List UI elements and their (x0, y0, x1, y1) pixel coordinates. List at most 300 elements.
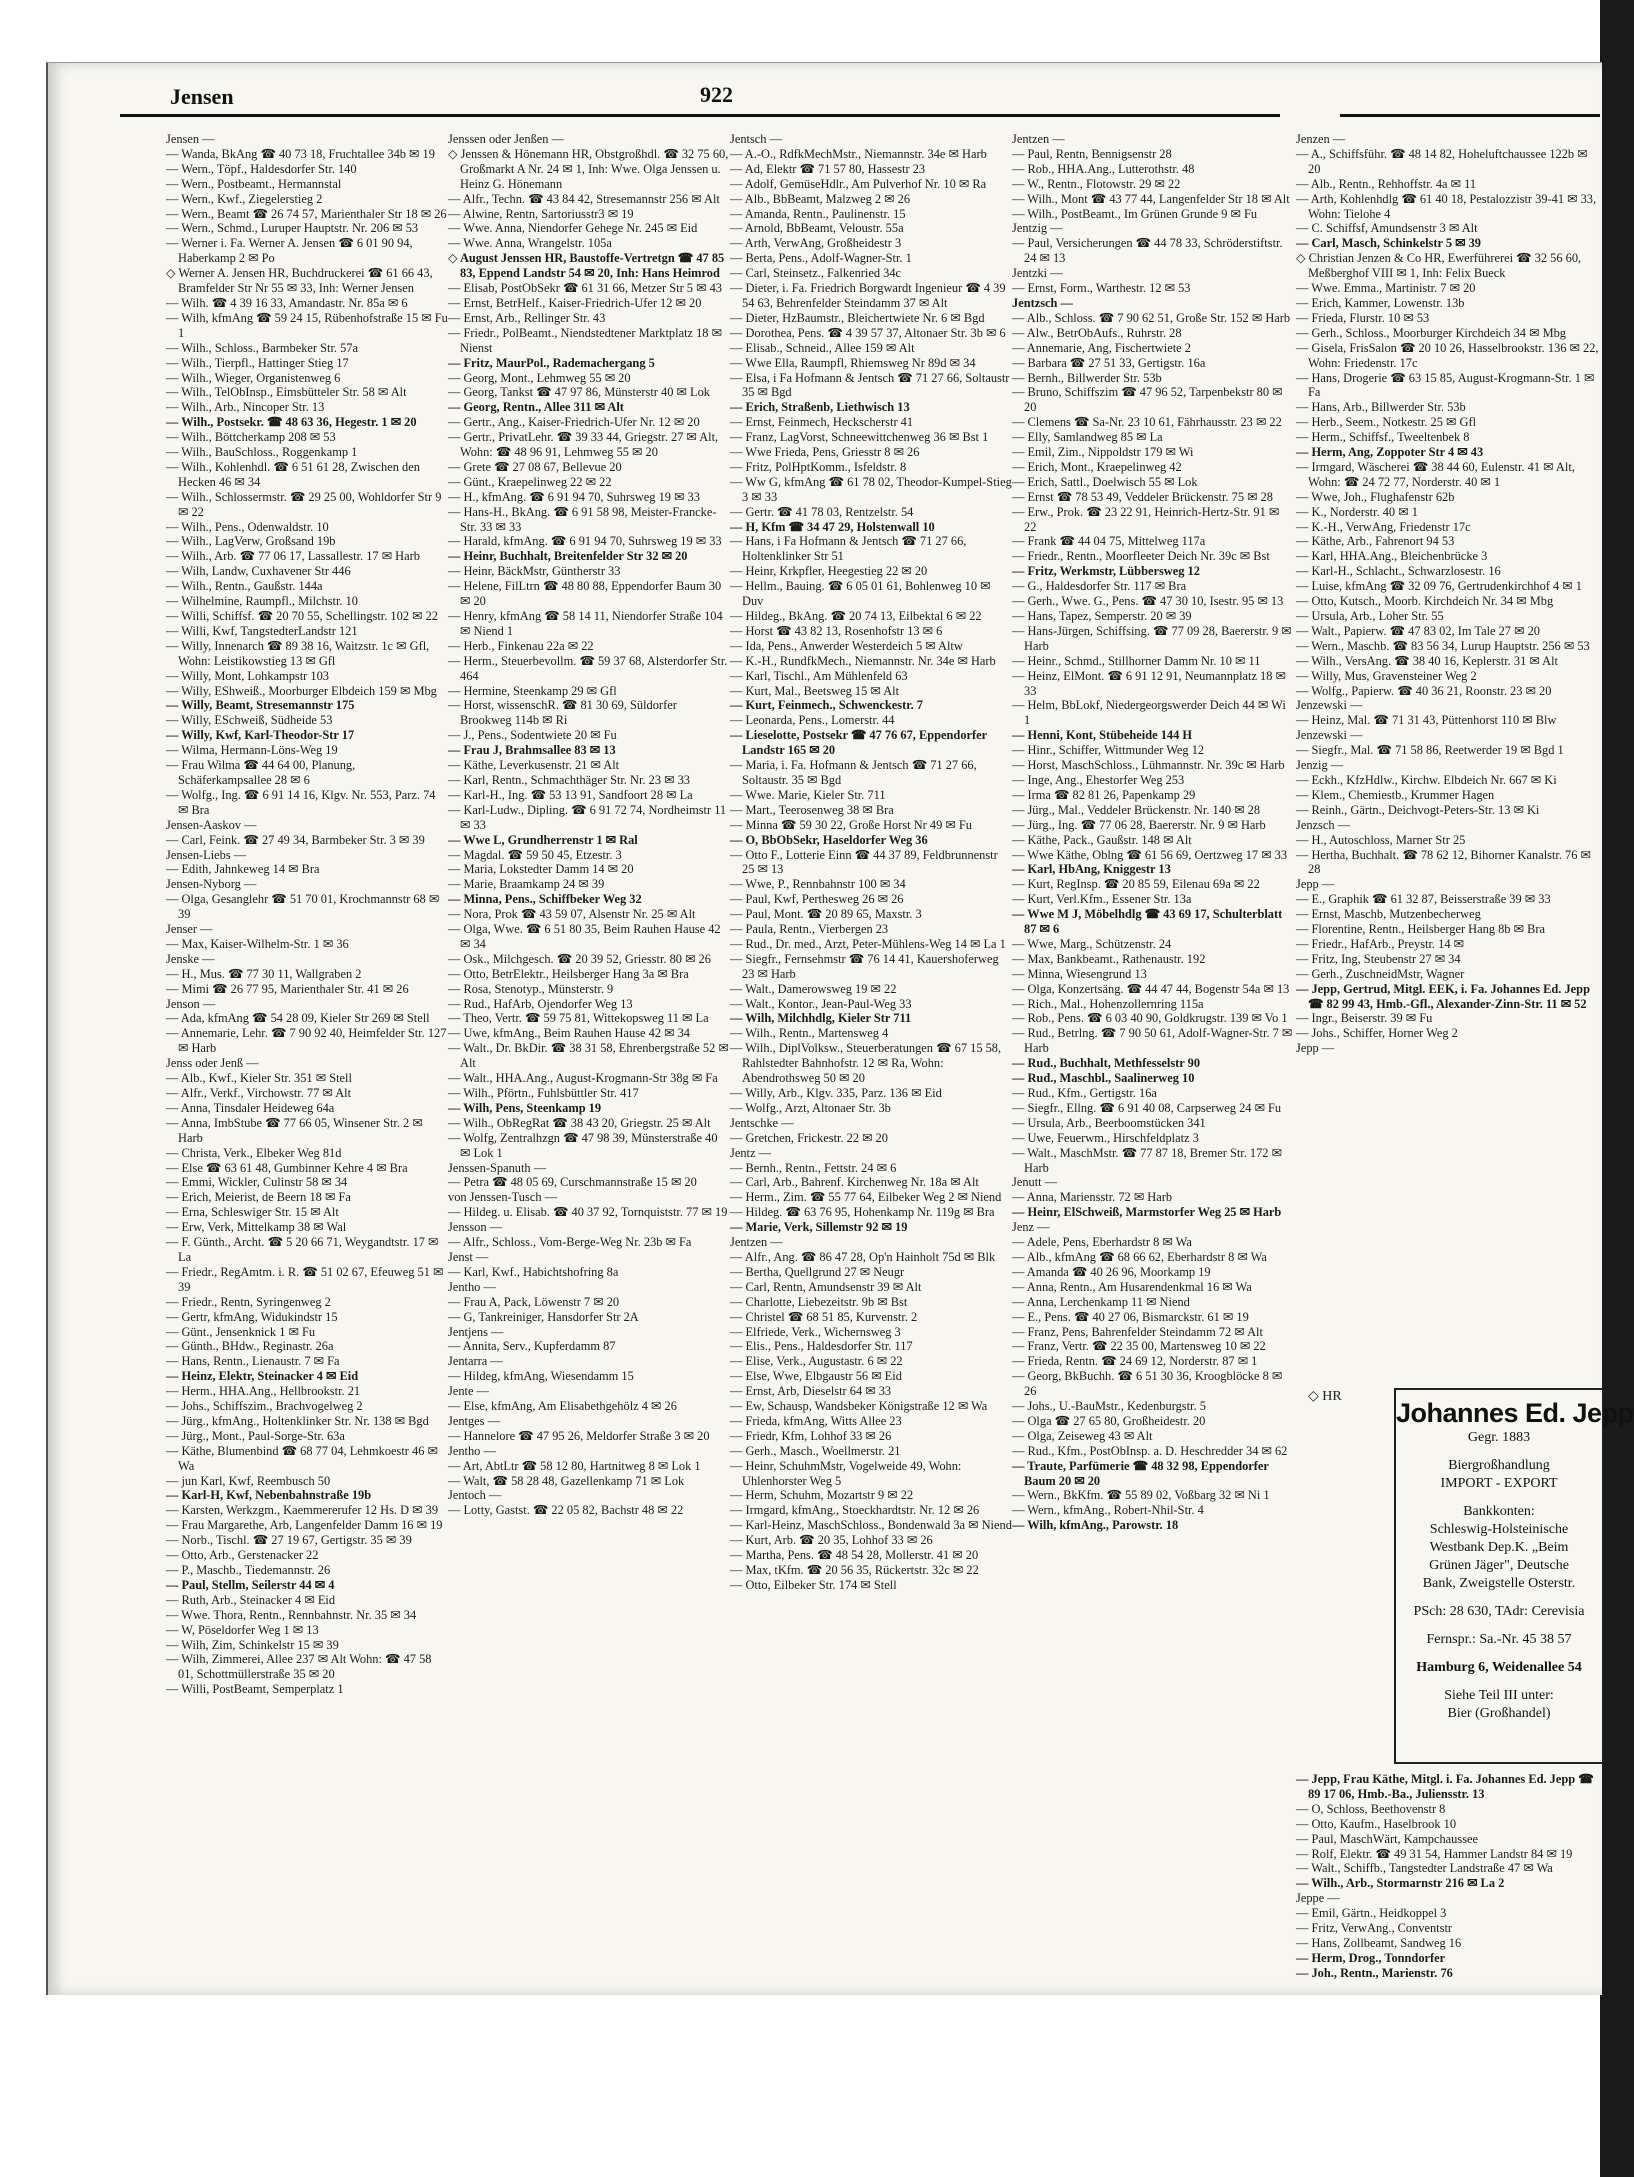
directory-entry: — Wern., Töpf., Haldesdorfer Str. 140 (166, 161, 357, 176)
directory-entry: — H., Mus. ☎ 77 30 11, Wallgraben 2 (166, 966, 362, 981)
ad-bank-heading: Bankkonten: (1463, 1504, 1535, 1519)
directory-entry: — Else, Wwe, Elbgaustr 56 ✉ Eid (730, 1369, 902, 1384)
directory-entry: — Wern., Beamt ☎ 26 74 57, Marienthaler Str 18 ✉ 26 (166, 206, 447, 221)
directory-entry: — Hildeg. u. Elisab. ☎ 40 37 92, Tornquiststr. 77 ✉ 19 (448, 1205, 728, 1220)
directory-entry: — Frieda, Rentn. ☎ 24 69 12, Norderstr. 87 ✉ 1 (1012, 1354, 1258, 1369)
directory-entry: — Karsten, Werkzgm., Kaemmererufer 12 Hs. D ✉ 39 (166, 1503, 439, 1518)
directory-entry: — Paul, Stellm, Seilerstr 44 ✉ 4 (166, 1577, 335, 1592)
directory-entry: — Erw., Prok. ☎ 23 22 91, Heinrich-Hertz-Str. 91 ✉ 22 (1012, 504, 1280, 534)
directory-entry: — Jepp, Gertrud, Mitgl. EEK, i. Fa. Johannes Ed. Jepp ☎ 82 99 43, Hmb.-Gfl., Alexander-Zinn-Str. 11 ✉ 52 (1296, 981, 1590, 1011)
directory-entry: — Karl-H., Schlacht., Schwarzlosestr. 16 (1296, 564, 1501, 579)
directory-entry: — Wilh, kfmAng., Parowstr. 18 (1012, 1518, 1179, 1533)
directory-entry: — Ernst, Arb, Dieselstr 64 ✉ 33 (730, 1384, 892, 1399)
directory-entry: — Horst, wissenschR. ☎ 81 30 69, Süldorfer Brookweg 114b ✉ Ri (448, 698, 677, 728)
directory-entry: — Erich, Kammer, Lowenstr. 13b (1296, 295, 1465, 310)
directory-entry: — Wanda, BkAng ☎ 40 73 18, Fruchtallee 34b ✉ 19 (166, 146, 435, 161)
directory-entry: — Otto, Kutsch., Moorb. Kirchdeich Nr. 34 ✉ Mbg (1296, 594, 1554, 609)
directory-entry: — Karl-Heinz, MaschSchloss., Bondenwald 3a ✉ Niend (730, 1518, 1012, 1533)
directory-entry: — Amanda, Rentn., Paulinenstr. 15 (730, 206, 906, 221)
directory-entry: Jenssen oder Jenßen — (448, 132, 564, 146)
ad-trade-2: IMPORT - EXPORT (1440, 1476, 1558, 1491)
directory-entry: — Wilh. ☎ 4 39 16 33, Amandastr. Nr. 85a ✉ 6 (166, 295, 408, 310)
directory-entry: — Käthe, Leverkusenstr. 21 ✉ Alt (448, 758, 620, 773)
directory-entry: Jentschke — (730, 1115, 794, 1130)
directory-entry: — Ad, Elektr ☎ 71 57 80, Hassestr 23 (730, 161, 926, 176)
directory-entry: — Jürg., Ing. ☎ 77 06 28, Baererstr. Nr. 9 ✉ Harb (1012, 817, 1266, 832)
directory-entry: — Wwe. Thora, Rentn., Rennbahnstr. Nr. 35 ✉ 34 (166, 1607, 417, 1622)
directory-entry: — Willy, Kwf, Karl-Theodor-Str 17 (166, 728, 355, 743)
directory-entry: — K.-H., VerwAng, Friedenstr 17c (1296, 519, 1471, 534)
directory-entry: — Alfr., Ang. ☎ 86 47 28, Op'n Hainholt 75d ✉ Blk (730, 1249, 996, 1264)
directory-entry: Jentzki — (1012, 266, 1063, 281)
directory-entry: — Karl-H., Ing. ☎ 53 13 91, Sandfoort 28 ✉ La (448, 787, 693, 802)
ad-bank-line: Grünen Jäger", Deutsche (1429, 1558, 1569, 1573)
directory-entry: Jente — (448, 1384, 489, 1399)
directory-entry: — Wilh, Milchhdlg, Kieler Str 711 (730, 1011, 912, 1026)
directory-entry: — Elis., Pens., Haldesdorfer Str. 117 (730, 1339, 913, 1354)
directory-entry: — Wern., Postbeamt., Hermannstal (166, 176, 342, 191)
directory-entry: — Wwe, Joh., Flughafenstr 62b (1296, 489, 1455, 504)
directory-entry: — Rob., HHA.Ang., Lutterothstr. 48 (1012, 161, 1195, 176)
directory-entry: — Wwe Ella, Raumpfl, Rhiemsweg Nr 89d ✉ 34 (730, 355, 976, 370)
directory-entry: — Amanda ☎ 40 26 96, Moorkamp 19 (1012, 1264, 1211, 1279)
directory-entry: — Anna, Mariensstr. 72 ✉ Harb (1012, 1190, 1173, 1205)
directory-entry: — Olga, Wwe. ☎ 6 51 80 35, Beim Rauhen Hause 42 ✉ 34 (448, 922, 721, 951)
directory-entry: — Karl-Ludw., Dipling. ☎ 6 91 72 74, Nordheimstr 11 ✉ 33 (448, 802, 727, 832)
directory-entry: Jenss oder Jenß — (166, 1056, 259, 1071)
directory-entry: — Wolfg., Papierw. ☎ 40 36 21, Roonstr. 23 ✉ 20 (1296, 683, 1552, 698)
directory-entry: — Wolfg., Ing. ☎ 6 91 14 16, Klgv. Nr. 553, Parz. 74 ✉ Bra (166, 787, 436, 817)
directory-entry: — Erich, Sattl., Doelwisch 55 ✉ Lok (1012, 474, 1198, 489)
directory-entry: — Erna, Schleswiger Str. 15 ✉ Alt (166, 1205, 339, 1220)
directory-entry: — Käthe, Blumenbind ☎ 68 77 04, Lehmkoestr 46 ✉ Wa (166, 1443, 438, 1473)
directory-entry: — Alb., Schloss. ☎ 7 90 62 51, Große Str. 152 ✉ Harb (1012, 310, 1291, 325)
directory-entry: — Inge, Ang., Ehestorfer Weg 253 (1012, 772, 1185, 787)
directory-entry: — Marie, Verk, Sillemstr 92 ✉ 19 (730, 1220, 908, 1235)
directory-entry: — Minna, Wiesengrund 13 (1012, 966, 1147, 981)
directory-entry: — Fritz, MaurPol., Rademachergang 5 (448, 355, 655, 370)
directory-entry: — Mimi ☎ 26 77 95, Marienthaler Str. 41 ✉ 26 (166, 981, 409, 996)
directory-entry: — Ww G, kfmAng ☎ 61 78 02, Theodor-Kumpel-Stieg 3 ✉ 33 (730, 474, 1012, 504)
ad-address: Hamburg 6, Weidenallee 54 (1416, 1660, 1582, 1675)
directory-entry: — Gerh., ZuschneidMstr, Wagner (1296, 966, 1465, 981)
directory-entry: — Wilh., Böttcherkamp 208 ✉ 53 (166, 430, 336, 445)
directory-entry: — Kurt, Arb. ☎ 20 35, Lohhof 33 ✉ 26 (730, 1533, 933, 1548)
directory-entry: — Elisab., Schneid., Allee 159 ✉ Alt (730, 340, 915, 355)
directory-entry: — Emil, Gärtn., Heidkoppel 3 (1296, 1906, 1447, 1921)
directory-entry: — Friedr., Rentn., Moorfleeter Deich Nr. 39c ✉ Bst (1012, 549, 1270, 564)
directory-entry: — Hans, Rentn., Lienaustr. 7 ✉ Fa (166, 1354, 340, 1369)
directory-entry: — Herm., Schiffsf., Tweeltenbek 8 (1296, 430, 1470, 445)
directory-entry: — Karl, Rentn., Schmachthäger Str. Nr. 23 ✉ 33 (448, 772, 690, 787)
directory-entry: — Ernst, Arb., Rellinger Str. 43 (448, 310, 606, 325)
directory-entry: — Lieselotte, Postsekr ☎ 47 76 67, Eppendorfer Landstr 165 ✉ 20 (730, 728, 987, 758)
directory-entry: — Johs., U.-BauMstr., Kedenburgstr. 5 (1012, 1399, 1206, 1414)
directory-entry: — Hans, Drogerie ☎ 63 15 85, August-Krogmann-Str. 1 ✉ Fa (1296, 370, 1595, 400)
directory-entry: — Rud., Buchhalt, Methfesselstr 90 (1012, 1056, 1201, 1071)
directory-entry: — Karl, Tischl., Am Mühlenfeld 63 (730, 668, 908, 683)
directory-entry: — Osk., Milchgesch. ☎ 20 39 52, Griesstr. 80 ✉ 26 (448, 951, 711, 966)
directory-entry: Jenzewski — (1296, 728, 1363, 743)
directory-entry: — H., Autoschloss, Marner Str 25 (1296, 832, 1466, 847)
column-5-continued (1296, 1772, 1600, 1980)
column-2 (448, 132, 730, 1967)
directory-entry: Jensen-Nyborg — (166, 877, 257, 892)
directory-entry: — Frau Wilma ☎ 44 64 00, Planung, Schäferkampsallee 28 ✉ 6 (166, 758, 356, 787)
directory-entry: Jensen — (166, 132, 215, 146)
directory-entry: — Helm, BbLokf, Niedergeorgswerder Deich 44 ✉ Wi 1 (1012, 698, 1286, 728)
directory-entry: — Heinr, Buchhalt, Breitenfelder Str 32 ✉ 20 (448, 549, 688, 564)
ad-bank-line: Bank, Zweigstelle Osterstr. (1422, 1576, 1576, 1591)
page-number: 922 (700, 82, 733, 107)
directory-entry: — Frau J, Brahmsallee 83 ✉ 13 (448, 743, 616, 758)
directory-entry: — Anna, Rentn., Am Husarendenkmal 16 ✉ Wa (1012, 1279, 1252, 1294)
directory-entry: — Ernst, BetrHelf., Kaiser-Friedrich-Ufer 12 ✉ 20 (448, 295, 702, 310)
directory-entry: — Elise, Verk., Augustastr. 6 ✉ 22 (730, 1354, 903, 1369)
directory-entry: — Wilh, Landw, Cuxhavener Str 446 (166, 564, 351, 579)
directory-entry: — Erich, Straßenb, Liethwisch 13 (730, 400, 910, 415)
directory-entry: — Siegfr., Mal. ☎ 71 58 86, Reetwerder 19 ✉ Bgd 1 (1296, 743, 1564, 758)
directory-entry: — Otto, Arb., Gerstenacker 22 (166, 1548, 319, 1563)
ad-phone: Fernspr.: Sa.-Nr. 45 38 57 (1426, 1632, 1572, 1647)
directory-entry: Jenzig — (1296, 758, 1344, 773)
directory-entry: — Herm., HHA.Ang., Hellbrookstr. 21 (166, 1384, 361, 1399)
directory-entry: — Hildeg., BkAng. ☎ 20 74 13, Eilbektal 6 ✉ 22 (730, 609, 982, 623)
directory-entry: — Georg, Mont., Lehmweg 55 ✉ 20 (448, 370, 631, 385)
directory-entry: — Heinr, BäckMstr, Güntherstr 33 (448, 564, 621, 579)
directory-entry: — Grete ☎ 27 08 67, Bellevue 20 (448, 459, 622, 474)
directory-entry: — Horst ☎ 43 82 13, Rosenhofstr 13 ✉ 6 (730, 623, 943, 638)
directory-entry: — Wilh., VersAng. ☎ 38 40 16, Keplerstr. 31 ✉ Alt (1296, 653, 1558, 668)
ad-psch: PSch: 28 630, TAdr: Cerevisia (1413, 1604, 1585, 1619)
directory-entry: — Reinh., Gärtn., Deichvogt-Peters-Str. 13 ✉ Ki (1296, 802, 1540, 817)
directory-entry: — Olga, Zeiseweg 43 ✉ Alt (1012, 1428, 1153, 1443)
directory-entry: — Wilh, Zimmerei, Allee 237 ✉ Alt Wohn: ☎ 47 58 01, Schottmüllerstraße 35 ✉ 20 (166, 1652, 432, 1682)
directory-entry: — H., kfmAng. ☎ 6 91 94 70, Suhrsweg 19 ✉ 33 (448, 489, 700, 504)
directory-entry: — Joh., Rentn., Marienstr. 76 (1296, 1965, 1453, 1980)
directory-entry: — Rud., Maschbl., Saalinerweg 10 (1012, 1071, 1195, 1086)
directory-entry: — Mart., Teerosenweg 38 ✉ Bra (730, 802, 894, 817)
directory-entry: — G., Haldesdorfer Str. 117 ✉ Bra (1012, 579, 1187, 594)
directory-entry: — Karl, Kwf., Habichtshofring 8a (448, 1264, 619, 1279)
directory-entry: — Klem., Chemiestb., Krummer Hagen (1296, 787, 1495, 802)
directory-entry: — Berta, Pens., Adolf-Wagner-Str. 1 (730, 251, 912, 266)
directory-entry: — Maria, i. Fa. Hofmann & Jentsch ☎ 71 27 66, Soltaustr. 35 ✉ Bgd (730, 758, 977, 787)
directory-entry: Jenz — (1012, 1220, 1050, 1235)
directory-entry: — Jürg., kfmAng., Holtenklinker Str. Nr. 138 ✉ Bgd (166, 1413, 429, 1428)
directory-entry: — Franz, LagVorst, Schneewittchenweg 36 ✉ Bst 1 (730, 430, 989, 445)
directory-entry: — Günt., Kraepelinweg 22 ✉ 22 (448, 474, 612, 489)
directory-entry: — Max, tKfm. ☎ 20 56 35, Rückertstr. 32c ✉ 22 (730, 1563, 979, 1577)
directory-entry: — Wwe. Anna, Niendorfer Gehege Nr. 245 ✉ Eid (448, 221, 698, 236)
directory-entry: — Willy, Mont, Lohkampstr 103 (166, 668, 329, 683)
directory-entry: — Walt, ☎ 58 28 48, Gazellenkamp 71 ✉ Lok (448, 1473, 685, 1488)
directory-entry: — Jürg., Mont., Paul-Sorge-Str. 63a (166, 1428, 345, 1443)
directory-entry: — Jürg., Mal., Veddeler Brückenstr. Nr. 140 ✉ 28 (1012, 802, 1261, 817)
directory-entry: — Uwe, Feuerwm., Hirschfeldplatz 3 (1012, 1130, 1199, 1145)
directory-entry: — Kurt, Verl.Kfm., Essener Str. 13a (1012, 892, 1192, 907)
firm-marker: ◇ HR (1308, 1389, 1342, 1404)
directory-entry: — Else, kfmAng, Am Elisabethgehölz 4 ✉ 26 (448, 1399, 677, 1414)
directory-entry: — Luise, kfmAng ☎ 32 09 76, Gertrudenkirchhof 4 ✉ 1 (1296, 579, 1582, 594)
directory-entry: — Irmgard, Wäscherei ☎ 38 44 60, Eulenstr. 41 ✉ Alt, Wohn: ☎ 24 72 77, Norderstr. 40 ✉ 1 (1296, 459, 1575, 489)
directory-entry: Jentzen — (730, 1235, 783, 1250)
directory-entry: — Horst, MaschSchloss., Lühmannstr. Nr. 39c ✉ Harb (1012, 758, 1285, 773)
directory-entry: — Elsa, i Fa Hofmann & Jentsch ☎ 71 27 66, Soltaustr 35 ✉ Bgd (730, 370, 1010, 400)
column-5 (1296, 132, 1600, 1382)
directory-entry: — Elisab, PostObSekr ☎ 61 31 66, Metzer Str 5 ✉ 43 (448, 281, 722, 296)
directory-entry: — Eckh., KfzHdlw., Kirchw. Elbdeich Nr. 667 ✉ Ki (1296, 772, 1557, 787)
directory-entry: Jentjens — (448, 1324, 504, 1339)
directory-entry: — Hans-Jürgen, Schiffsing. ☎ 77 09 28, Baererstr. 9 ✉ Harb (1012, 623, 1292, 653)
directory-entry: — Herm., Zim. ☎ 55 77 64, Eilbeker Weg 2 ✉ Niend (730, 1190, 1002, 1205)
directory-entry: — Carl, Rentn, Amundsenstr 39 ✉ Alt (730, 1279, 922, 1294)
directory-entry: — Herm, Ang, Zoppoter Str 4 ✉ 43 (1296, 445, 1484, 460)
directory-entry: — Anna, ImbStube ☎ 77 66 05, Winsener Str. 2 ✉ Harb (166, 1115, 423, 1145)
directory-entry: — Annita, Serv., Kupferdamm 87 (448, 1339, 616, 1354)
directory-entry: — Walt., Dr. BkDir. ☎ 38 31 58, Ehrenbergstraße 52 ✉ Alt (448, 1041, 729, 1071)
directory-entry: — Martha, Pens. ☎ 48 54 28, Mollerstr. 41 ✉ 20 (730, 1548, 979, 1563)
directory-entry: — Ruth, Arb., Steinacker 4 ✉ Eid (166, 1592, 336, 1607)
directory-entry: Jenson — (166, 996, 216, 1011)
directory-entry: — Wilh., Schloss., Barmbeker Str. 57a (166, 340, 358, 355)
directory-entry: — Karl, HbAng, Kniggestr 13 (1012, 862, 1171, 877)
directory-entry: — Walt., Papierw. ☎ 47 83 02, Im Tale 27 ✉ 20 (1296, 623, 1540, 638)
directory-entry: — Charlotte, Liebezeitstr. 9b ✉ Bst (730, 1294, 908, 1309)
directory-entry: — Gertr., PrivatLehr. ☎ 39 33 44, Griegstr. 27 ✉ Alt, Wohn: ☎ 48 96 91, Lehmweg 55 ✉ 20 (448, 430, 719, 460)
directory-entry: Jentzsch — (1012, 295, 1073, 310)
directory-entry: — Käthe, Arb., Fahrenort 94 53 (1296, 534, 1455, 549)
directory-entry: — Olga ☎ 27 65 80, Großheidestr. 20 (1012, 1413, 1206, 1428)
directory-entry: — Gretchen, Frickestr. 22 ✉ 20 (730, 1130, 889, 1145)
directory-entry: — Johs., Schiffszim., Brachvogelweg 2 (166, 1399, 363, 1414)
directory-entry: — Friedr., Rentn, Syringenweg 2 (166, 1294, 331, 1309)
ad-founded: Gegr. 1883 (1467, 1430, 1531, 1445)
directory-entry: — Gisela, FrisSalon ☎ 20 10 26, Hasselbrookstr. 136 ✉ 22, Wohn: Friedenstr. 17c (1296, 340, 1599, 370)
directory-entry: — Erw, Verk, Mittelkamp 38 ✉ Wal (166, 1220, 347, 1235)
directory-entry: — Herm., Steuerbevollm. ☎ 59 37 68, Alsterdorfer Str. 464 (448, 653, 728, 683)
directory-entry: — Wern., Maschb. ☎ 83 56 34, Lurup Hauptstr. 256 ✉ 53 (1296, 638, 1590, 653)
directory-entry: — Heinr, SchuhmMstr, Vogelweide 49, Wohn: Uhlenhorster Weg 5 (730, 1458, 962, 1488)
directory-entry: — Max, Kaiser-Wilhelm-Str. 1 ✉ 36 (166, 936, 349, 951)
directory-entry: — Gertr. ☎ 41 78 03, Rentzelstr. 54 (730, 504, 914, 519)
directory-entry: Jentho — (448, 1279, 496, 1294)
directory-entry: Jentsch — (730, 132, 782, 146)
directory-entry: — Wilh., Arb., Nincoper Str. 13 (166, 400, 325, 415)
directory-entry: Jentarra — (448, 1354, 503, 1369)
directory-entry: — Wilh., Pens., Odenwaldstr. 10 (166, 519, 329, 534)
directory-entry: — Olga, Gesanglehr ☎ 51 70 01, Krochmannstr 68 ✉ 39 (166, 892, 440, 922)
directory-entry: — Paula, Rentn., Vierbergen 23 (730, 922, 889, 937)
directory-entry: Jentzen — (1012, 132, 1065, 146)
directory-entry: — Wilh., DiplVolksw., Steuerberatungen ☎ 67 15 58, Rahlstedter Bahnhofstr. 12 ✉ Ra, Wohn: Abendrothsweg 50 ✉ 20 (730, 1041, 1002, 1086)
ad-trade: Biergroßhandlung (1448, 1458, 1550, 1473)
directory-entry: Jentho — (448, 1443, 496, 1458)
directory-entry: — Gertr, kfmAng, Widukindstr 15 (166, 1309, 338, 1324)
directory-entry: — Fritz, PolHptKomm., Isfeldstr. 8 (730, 459, 907, 474)
directory-entry: — Willy, Innenarch ☎ 89 38 16, Waitzstr. 1c ✉ Gfl, Wohn: Leistikowstieg 13 ✉ Gfl (166, 638, 430, 668)
directory-entry: — Kurt, Mal., Beetsweg 15 ✉ Alt (730, 683, 900, 698)
directory-entry: Jensen-Aaskov — (166, 817, 257, 832)
directory-entry: — Rud., Kfm., PostObInsp. a. D. Heschredder 34 ✉ 62 (1012, 1443, 1288, 1458)
directory-entry: — K.-H., RundfkMech., Niemannstr. Nr. 34e ✉ Harb (730, 653, 996, 668)
directory-entry: — Anna, Tinsdaler Heideweg 64a (166, 1100, 335, 1115)
directory-entry: — Wilh., Arb., Stormarnstr 216 ✉ La 2 (1296, 1876, 1505, 1891)
directory-entry: — Barbara ☎ 27 51 33, Gertigstr. 16a (1012, 355, 1206, 370)
directory-entry: — H, Kfm ☎ 34 47 29, Holstenwall 10 (730, 519, 935, 534)
column-4 (1012, 132, 1294, 1967)
directory-entry: — Wilh., Arb. ☎ 77 06 17, Lassallestr. 17 ✉ Harb (166, 549, 420, 564)
directory-entry: — Siegfr., Fernsehmstr ☎ 76 14 41, Kauershoferweg 23 ✉ Harb (730, 951, 999, 981)
ad-bank-line: Schleswig-Holsteinische (1429, 1522, 1569, 1537)
directory-entry: — Alb., BbBeamt, Malzweg 2 ✉ 26 (730, 191, 911, 206)
directory-entry: — Wwe Frieda, Pens, Griesstr 8 ✉ 26 (730, 445, 920, 460)
directory-entry: — Walt., MaschMstr. ☎ 77 87 18, Bremer Str. 172 ✉ Harb (1012, 1145, 1282, 1175)
directory-entry: Jensen-Liebs — (166, 847, 247, 862)
directory-entry: — Ida, Pens., Anwerder Westerdeich 5 ✉ Altw (730, 638, 963, 653)
directory-entry: — Herb., Seem., Notkestr. 25 ✉ Gfl (1296, 415, 1477, 430)
directory-entry: — J., Pens., Sodentwiete 20 ✉ Fu (448, 728, 617, 743)
directory-entry: — Franz, Pens, Bahrenfelder Steindamm 72 ✉ Alt (1012, 1324, 1263, 1339)
directory-entry: — Harald, kfmAng. ☎ 6 91 94 70, Suhrsweg 19 ✉ 33 (448, 534, 722, 549)
directory-entry: — O, Schloss, Beethovenstr 8 (1296, 1801, 1446, 1816)
directory-entry: — Wwe L, Grundherrenstr 1 ✉ Ral (448, 832, 638, 847)
directory-entry: — Wern., kfmAng., Robert-Nhil-Str. 4 (1012, 1503, 1204, 1518)
directory-entry: — Gerh., Schloss., Moorburger Kirchdeich 34 ✉ Mbg (1296, 325, 1566, 340)
directory-entry: — Carl, Arb., Bahrenf. Kirchenweg Nr. 18a ✉ Alt (730, 1175, 979, 1190)
directory-entry: — Ernst ☎ 78 53 49, Veddeler Brückenstr. 75 ✉ 28 (1012, 489, 1273, 504)
directory-entry: Jentz — (730, 1145, 771, 1160)
directory-entry: — Wilh., Postsekr. ☎ 48 63 36, Hegestr. 1 ✉ 20 (166, 415, 417, 430)
directory-entry: Jenske — (166, 951, 215, 966)
directory-entry: — Bruno, Schiffszim ☎ 47 96 52, Tarpenbekstr 80 ✉ 20 (1012, 385, 1283, 415)
directory-entry: — Bertha, Quellgrund 27 ✉ Neugr (730, 1264, 905, 1279)
directory-entry: — Petra ☎ 48 05 69, Curschmannstraße 15 ✉ 20 (448, 1175, 697, 1190)
directory-entry: — Alb., kfmAng ☎ 68 66 62, Eberhardstr 8 ✉ Wa (1012, 1249, 1267, 1264)
directory-entry: — Wilh., Pförtn., Fuhlsbüttler Str. 417 (448, 1086, 639, 1100)
directory-entry: — Günt., Jensenknick 1 ✉ Fu (166, 1324, 316, 1339)
directory-entry: — Hinr., Schiffer, Wittmunder Weg 12 (1012, 743, 1205, 758)
directory-entry: — Friedr., PolBeamt., Niendstedtener Marktplatz 18 ✉ Nienst (448, 325, 722, 355)
directory-entry: — Friedr, Kfm, Lohhof 33 ✉ 26 (730, 1428, 892, 1443)
directory-entry: — Henry, kfmAng ☎ 58 14 11, Niendorfer Straße 104 ✉ Niend 1 (448, 609, 723, 638)
directory-entry: — Rud., Kfm., Gertigstr. 16a (1012, 1086, 1157, 1100)
directory-entry: — Georg, Tankst ☎ 47 97 86, Münsterstr 40 ✉ Lok (448, 385, 710, 400)
directory-entry: — Wolfg, Zentralhzgn ☎ 47 98 39, Münsterstraße 40 ✉ Lok 1 (448, 1130, 718, 1160)
directory-entry: — Hellm., Bauing. ☎ 6 05 01 61, Bohlenweg 10 ✉ Duv (730, 579, 991, 609)
directory-entry: — Christel ☎ 68 51 85, Kurvenstr. 2 (730, 1309, 918, 1324)
directory-entry: — Wilh., Schlossermstr. ☎ 29 25 00, Wohldorfer Str 9 ✉ 22 (166, 489, 442, 519)
ad-reference-2: Bier (Großhandel) (1447, 1706, 1551, 1721)
directory-entry: — Heinz, Elektr, Steinacker 4 ✉ Eid (166, 1369, 359, 1384)
directory-entry: Jentzig — (1012, 221, 1063, 236)
directory-entry: — Ernst, Form., Warthestr. 12 ✉ 53 (1012, 281, 1191, 296)
directory-entry: — Wilh., LagVerw, Großsand 19b (166, 534, 336, 549)
directory-entry: von Jenssen-Tusch — (448, 1190, 557, 1205)
directory-entry: — Wwe Käthe, Oblng ☎ 61 56 69, Oertzweg 17 ✉ 33 (1012, 847, 1288, 862)
directory-entry: — Rud., Betrlng. ☎ 7 90 50 61, Adolf-Wagner-Str. 7 ✉ Harb (1012, 1026, 1293, 1056)
directory-entry: — Wilh, Zim, Schinkelstr 15 ✉ 39 (166, 1637, 339, 1652)
directory-entry: — Nora, Prok ☎ 43 59 07, Alsenstr Nr. 25 ✉ Alt (448, 907, 696, 922)
directory-entry: — Georg, Rentn., Allee 311 ✉ Alt (448, 400, 624, 415)
directory-entry: — Fritz, VerwAng., Conventstr (1296, 1921, 1453, 1936)
directory-entry: — Christa, Verk., Elbeker Weg 81d (166, 1145, 342, 1160)
directory-entry: — Norb., Tischl. ☎ 27 19 67, Gertigstr. 35 ✉ 39 (166, 1533, 412, 1548)
directory-entry: — Annemarie, Ang, Fischertwiete 2 (1012, 340, 1191, 355)
directory-entry: — O, BbObSekr, Haseldorfer Weg 36 (730, 832, 928, 847)
directory-entry: — Irma ☎ 82 81 26, Papenkamp 29 (1012, 787, 1196, 802)
directory-entry: — Edith, Jahnkeweg 14 ✉ Bra (166, 862, 320, 877)
directory-entry: — Ew, Schausp, Wandsbeker Königstraße 12 ✉ Wa (730, 1399, 988, 1414)
directory-entry: — Wilh., Tierpfl., Hattinger Stieg 17 (166, 355, 349, 370)
directory-entry: — Wwe M J, Möbelhdlg ☎ 43 69 17, Schulterblatt 87 ✉ 6 (1012, 907, 1283, 937)
directory-entry: ◇ Werner A. Jensen HR, Buchdruckerei ☎ 61 66 43, Bramfelder Str Nr 55 ✉ 33, Inh: Werner Jensen (166, 266, 433, 296)
directory-entry: — Carl, Masch, Schinkelstr 5 ✉ 39 (1296, 236, 1482, 251)
directory-entry: — Paul, Rentn, Bennigsenstr 28 (1012, 146, 1172, 161)
directory-entry: — Bernh., Billwerder Str. 53b (1012, 370, 1162, 385)
directory-entry: — Dieter, i. Fa. Friedrich Borgwardt Ingenieur ☎ 4 39 54 63, Behrenfelder Steindamm 37 ✉ Alt (730, 281, 1006, 310)
directory-entry: — Hans, Tapez, Semperstr. 20 ✉ 39 (1012, 609, 1192, 623)
ad-bank-line: Westbank Dep.K. „Beim (1429, 1540, 1569, 1555)
directory-entry: — Johs., Schiffer, Horner Weg 2 (1296, 1026, 1458, 1041)
directory-entry: — Ursula, Arb., Beerboomstücken 341 (1012, 1115, 1206, 1130)
directory-entry: — Otto, Kaufm., Haselbrook 10 (1296, 1816, 1457, 1831)
directory-entry: — Ernst, Maschb, Mutzenbecherweg (1296, 907, 1481, 922)
directory-entry: — Wilh., TelObInsp., Eimsbütteler Str. 58 ✉ Alt (166, 385, 407, 400)
directory-entry: — Alb., Kwf., Kieler Str. 351 ✉ Stell (166, 1071, 352, 1086)
directory-entry: — Alfr., Schloss., Vom-Berge-Weg Nr. 23b ✉ Fa (448, 1235, 692, 1250)
directory-entry: — Wwe. Marie, Kieler Str. 711 (730, 787, 886, 802)
directory-entry: — Wwe. Emma., Martinistr. 7 ✉ 20 (1296, 281, 1476, 296)
directory-entry: Jenssen-Spanuth — (448, 1160, 547, 1175)
directory-entry: — Hertha, Buchhalt. ☎ 78 62 12, Bihorner Kanalstr. 76 ✉ 28 (1296, 847, 1591, 877)
directory-entry: — Käthe, Pack., Gaußstr. 148 ✉ Alt (1012, 832, 1192, 847)
directory-entry: — Hans, Arb., Billwerder Str. 53b (1296, 400, 1466, 415)
directory-entry: — Hans, i Fa Hofmann & Jentsch ☎ 71 27 66, Holtenklinker Str 51 (730, 534, 967, 564)
directory-entry: — Wwe, Marg., Schützenstr. 24 (1012, 936, 1172, 951)
directory-entry: — E., Graphik ☎ 61 32 87, Beisserstraße 39 ✉ 33 (1296, 892, 1551, 907)
directory-entry: — Rich., Mal., Hohenzollernring 115a (1012, 996, 1204, 1011)
directory-entry: — Max, Bankbeamt., Rathenaustr. 192 (1012, 951, 1206, 966)
directory-entry: — Emil, Zim., Nippoldstr 179 ✉ Wi (1012, 445, 1194, 460)
directory-entry: — Alwine, Rentn, Sartoriusstr3 ✉ 19 (448, 206, 634, 221)
directory-entry: — Heinz, ElMont. ☎ 6 91 12 91, Neumannplatz 18 ✉ 33 (1012, 668, 1286, 698)
directory-entry: — Marie, Braamkamp 24 ✉ 39 (448, 877, 605, 892)
directory-entry: — Rud., Dr. med., Arzt, Peter-Mühlens-Weg 14 ✉ La 1 (730, 936, 1006, 951)
directory-entry: — E., Pens. ☎ 40 27 06, Bismarckstr. 61 ✉ 19 (1012, 1309, 1249, 1324)
directory-entry: — Heinr, ElSchweiß, Marmstorfer Weg 25 ✉ Harb (1012, 1205, 1282, 1220)
directory-entry: Jenzewski — (1296, 698, 1363, 713)
directory-entry: — Alw., BetrObAufs., Ruhrstr. 28 (1012, 325, 1182, 340)
directory-entry: — Willy, Arb., Klgv. 335, Parz. 136 ✉ Eid (730, 1086, 942, 1100)
directory-entry: — C. Schiffsf, Amundsenstr 3 ✉ Alt (1296, 221, 1478, 236)
directory-entry: — Wilh, Pens, Steenkamp 19 (448, 1100, 602, 1115)
directory-entry: — Willy, EShweiß., Moorburger Elbdeich 159 ✉ Mbg (166, 683, 437, 698)
column-1 (166, 132, 448, 1967)
directory-entry: — Paul, Versicherungen ☎ 44 78 33, Schröderstiftstr. 24 ✉ 13 (1012, 236, 1283, 266)
directory-entry: Jenzen — (1296, 132, 1346, 146)
running-head: Jensen (170, 84, 234, 109)
directory-entry: — Friedr., RegAmtm. i. R. ☎ 51 02 67, Efeuweg 51 ✉ 39 (166, 1264, 444, 1294)
directory-entry: — Werner i. Fa. Werner A. Jensen ☎ 6 01 90 94, Haberkamp 2 ✉ Po (166, 236, 413, 266)
directory-entry: — Arnold, BbBeamt, Veloustr. 55a (730, 221, 904, 236)
directory-entry: — Frieda, Flurstr. 10 ✉ 53 (1296, 310, 1430, 325)
directory-entry: — Frank ☎ 44 04 75, Mittelweg 117a (1012, 534, 1206, 549)
directory-entry: Jepp — (1296, 877, 1335, 892)
directory-entry: Jeppe — (1296, 1891, 1340, 1906)
directory-entry: — Florentine, Rentn., Heilsberger Hang 8b ✉ Bra (1296, 922, 1545, 937)
directory-entry: — Adele, Pens, Eberhardstr 8 ✉ Wa (1012, 1235, 1192, 1250)
